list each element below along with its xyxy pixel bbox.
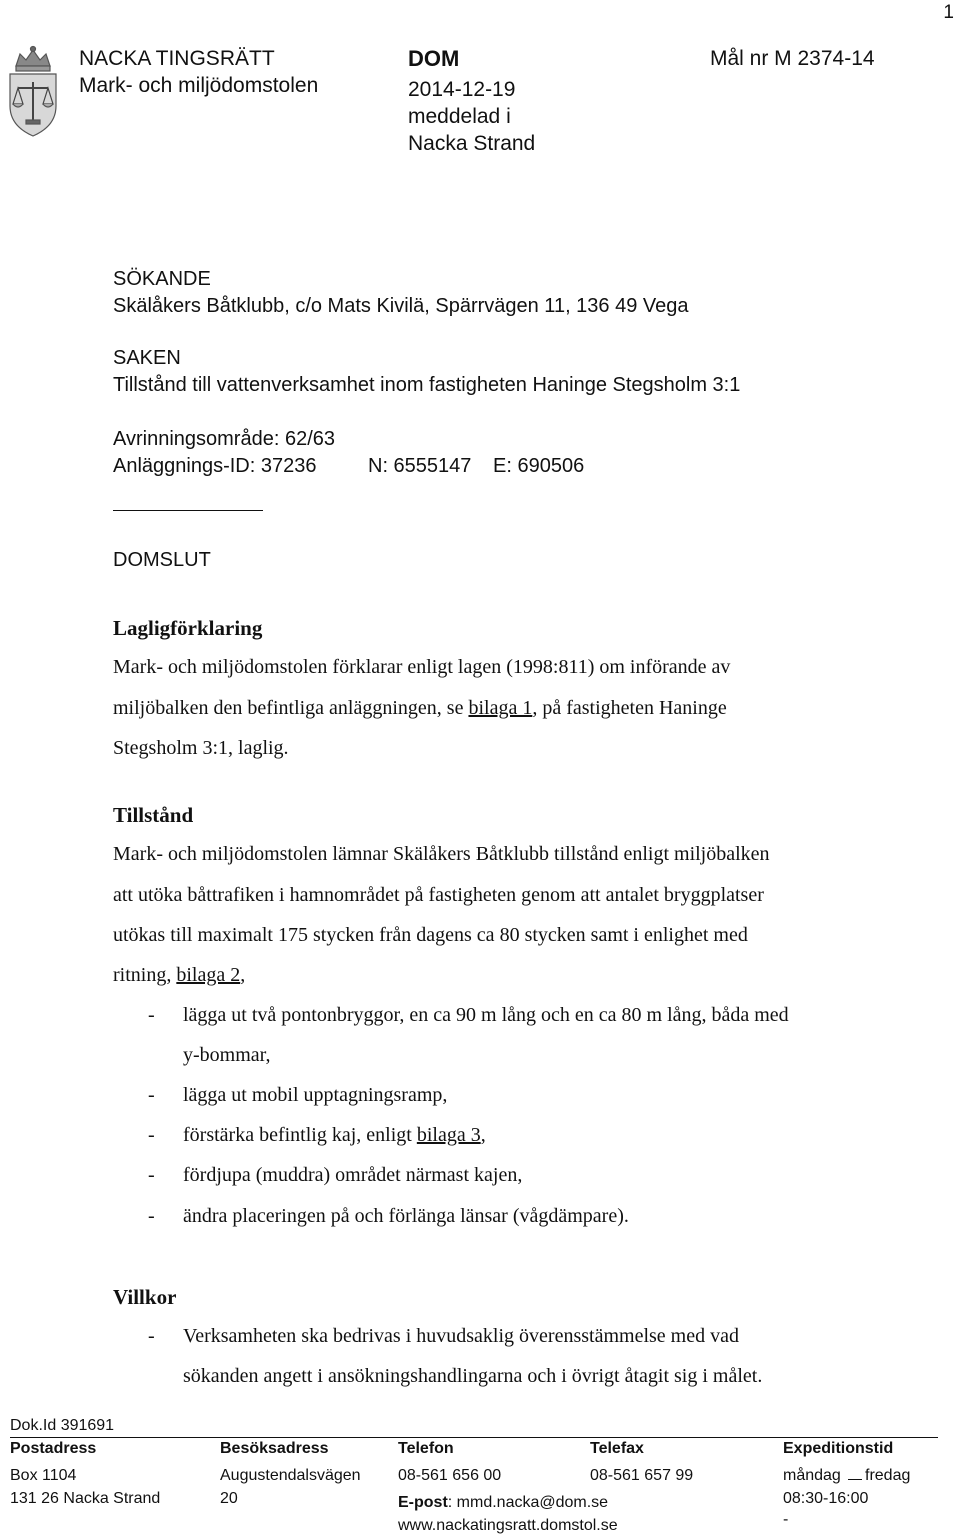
- permit-bullet-2: lägga ut mobil upptagningsramp,: [183, 1084, 448, 1106]
- permit-bullet-3-tail: ,: [480, 1124, 486, 1146]
- document-date: 2014-12-19: [408, 78, 516, 101]
- postal-line1: Box 1104: [10, 1467, 77, 1484]
- postal-line2: 131 26 Nacka Strand: [10, 1490, 161, 1507]
- legal-declaration-line3: Stegsholm 3:1, laglig.: [113, 737, 289, 759]
- legal-declaration-heading: Lagligförklaring: [113, 616, 263, 640]
- permit-line4-tail: ,: [240, 964, 246, 986]
- legal-declaration-line1: Mark- och miljödomstolen förklarar enligt lagen (1998:811) om införande av: [113, 656, 731, 678]
- court-name: NACKA TINGSRÄTT: [79, 47, 275, 70]
- document-type: DOM: [408, 46, 460, 71]
- ruling-heading: DOMSLUT: [113, 549, 211, 571]
- page-number: 1: [943, 2, 954, 23]
- footer-rule: [10, 1437, 938, 1438]
- legal-declaration-line2: [113, 697, 727, 720]
- coordinate-north: N: 6555147: [368, 455, 472, 477]
- applicant-text: Skälåkers Båtklubb, c/o Mats Kivilä, Spärrvägen 11, 136 49 Vega: [113, 295, 689, 317]
- fax-number: 08-561 657 99: [590, 1467, 694, 1484]
- document-id: Dok.Id 391691: [10, 1417, 115, 1434]
- hours-days-from: måndag: [783, 1467, 841, 1484]
- permit-bullet-1-line2: y-bommar,: [183, 1044, 271, 1066]
- email-line: [398, 1494, 608, 1512]
- permit-bullet-5: ändra placeringen på och förlänga länsar (vågdämpare).: [183, 1205, 629, 1227]
- applicant-heading: SÖKANDE: [113, 268, 211, 290]
- facility-id: Anläggnings-ID: 37236: [113, 455, 317, 477]
- visit-line1: Augustendalsvägen: [220, 1467, 361, 1484]
- appendix-1-link[interactable]: bilaga 1: [468, 697, 533, 719]
- bullet-dash: -: [148, 1004, 155, 1026]
- permit-bullet-3: [183, 1124, 486, 1147]
- permit-line4-text: ritning,: [113, 964, 177, 986]
- court-emblem-icon: [4, 44, 62, 142]
- visit-label: Besöksadress: [220, 1440, 329, 1457]
- court-division: Mark- och miljödomstolen: [79, 74, 319, 97]
- hours-tail: -: [783, 1511, 789, 1528]
- visit-line2: 20: [220, 1490, 238, 1507]
- issued-label: meddelad i: [408, 105, 511, 128]
- bullet-dash: -: [148, 1325, 155, 1347]
- permit-bullet-3-text: förstärka befintlig kaj, enligt: [183, 1124, 417, 1146]
- section-divider: [113, 510, 263, 511]
- hours-time: 08:30-16:00: [783, 1490, 869, 1507]
- phone-number: 08-561 656 00: [398, 1467, 502, 1484]
- appendix-3-link[interactable]: bilaga 3: [416, 1124, 481, 1146]
- permit-bullet-4: fördjupa (muddra) området närmast kajen,: [183, 1164, 523, 1186]
- case-number: Mål nr M 2374-14: [710, 47, 875, 70]
- postal-label: Postadress: [10, 1440, 97, 1457]
- condition-1-line2: sökanden angett i ansökningshandlingarna och i övrigt åtagit sig i målet.: [183, 1365, 763, 1387]
- permit-line3: utökas till maximalt 175 stycken från dagens ca 80 stycken samt i enlighet med: [113, 924, 748, 946]
- legal-declaration-line2-text: miljöbalken den befintliga anläggningen, se: [113, 697, 469, 719]
- coordinate-east: E: 690506: [493, 455, 585, 477]
- hours-days-to: fredag: [865, 1467, 911, 1484]
- permit-line4: [113, 964, 245, 987]
- permit-heading: Tillstånd: [113, 803, 194, 827]
- condition-1-line1: Verksamheten ska bedrivas i huvudsaklig överensstämmelse med vad: [183, 1325, 739, 1347]
- matter-text: Tillstånd till vattenverksamhet inom fastigheten Haninge Stegsholm 3:1: [113, 374, 741, 396]
- email-address[interactable]: : mmd.nacka@dom.se: [447, 1494, 609, 1511]
- bullet-dash: -: [148, 1164, 155, 1186]
- fax-label: Telefax: [590, 1440, 644, 1457]
- conditions-heading: Villkor: [113, 1285, 177, 1309]
- hours-dash: [848, 1479, 862, 1480]
- hours-label: Expeditionstid: [783, 1440, 894, 1457]
- website-link[interactable]: www.nackatingsratt.domstol.se: [398, 1517, 618, 1534]
- bullet-dash: -: [148, 1124, 155, 1146]
- matter-heading: SAKEN: [113, 347, 181, 369]
- bullet-dash: -: [148, 1084, 155, 1106]
- email-label: E-post: [398, 1494, 448, 1511]
- permit-bullet-1-line1: lägga ut två pontonbryggor, en ca 90 m lång och en ca 80 m lång, båda med: [183, 1004, 789, 1026]
- issued-place: Nacka Strand: [408, 132, 536, 155]
- bullet-dash: -: [148, 1205, 155, 1227]
- phone-label: Telefon: [398, 1440, 454, 1457]
- legal-declaration-line2-tail: , på fastigheten Haninge: [532, 697, 727, 719]
- catchment-area: Avrinningsområde: 62/63: [113, 428, 335, 450]
- permit-line1: Mark- och miljödomstolen lämnar Skälåkers Båtklubb tillstånd enligt miljöbalken: [113, 843, 770, 865]
- appendix-2-link[interactable]: bilaga 2: [176, 964, 241, 986]
- permit-line2: att utöka båttrafiken i hamnområdet på fastigheten genom att antalet bryggplatser: [113, 884, 764, 906]
